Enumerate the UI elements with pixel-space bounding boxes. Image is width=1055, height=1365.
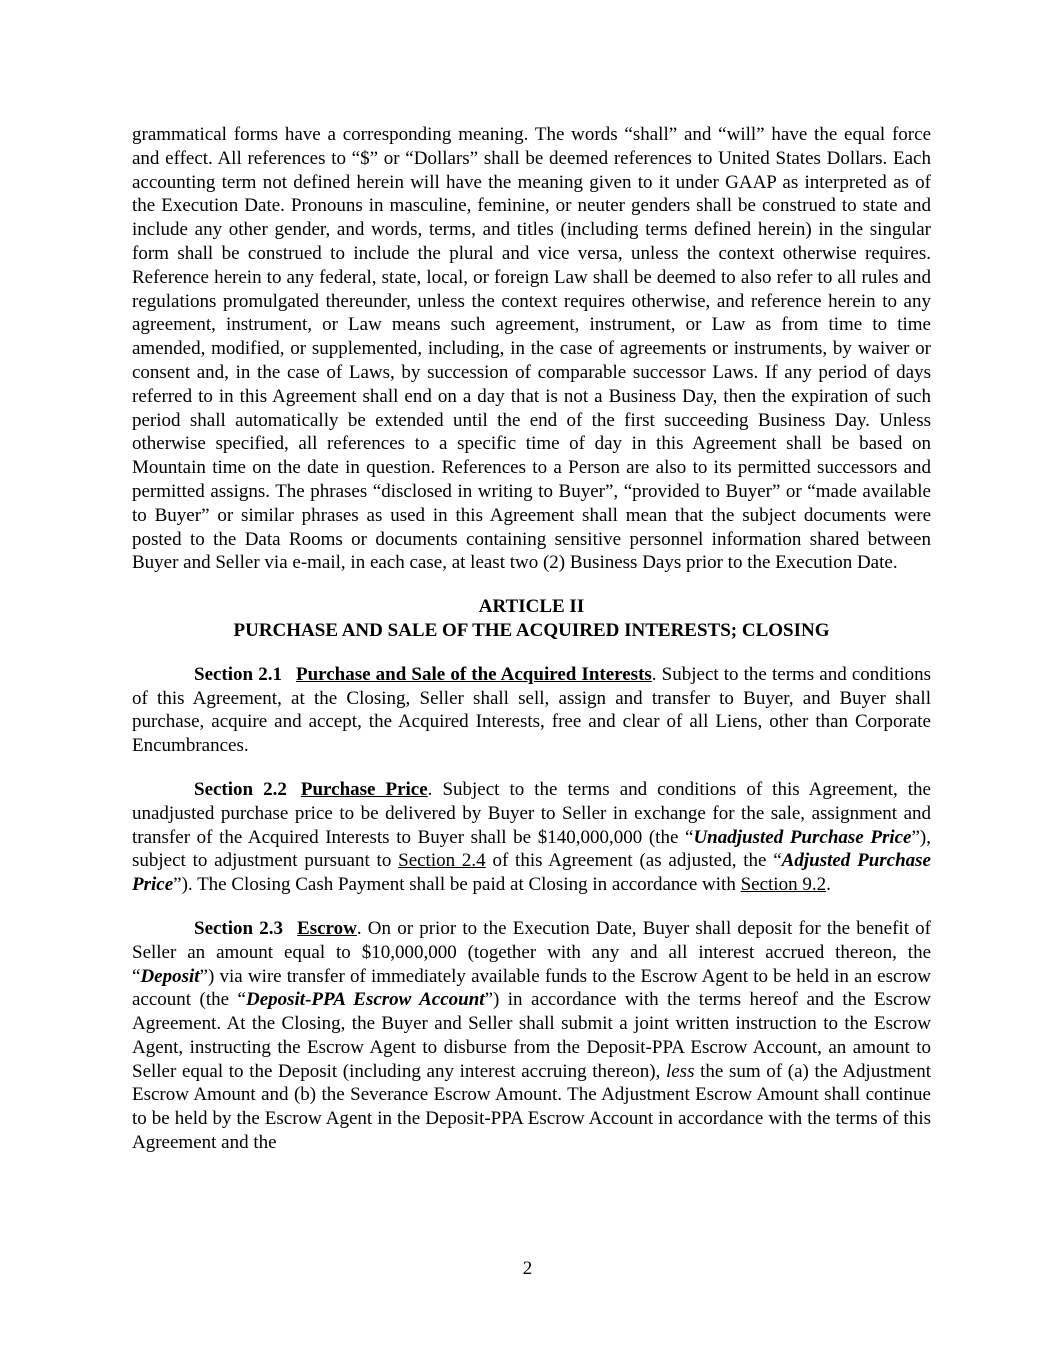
cross-reference-section-9-2[interactable]: Section 9.2 — [740, 874, 827, 896]
section-2-3-text-2: ”) via wire transfer of immediately available funds to the Escrow Agent to be held in an escrow account (the “ — [132, 965, 931, 1011]
section-2-3-text-3: ”) in accordance with the terms hereof and the Escrow Agreement. At the Closing, the Buyer and Seller shall submit a joint written instruction to the Escrow Agent, instructing the Escrow Agent to disburse from the Deposit-PPA Escrow Account, an amount to Seller equal to the Deposit (including any interest accruing thereon), — [132, 989, 931, 1082]
article-heading — [132, 595, 931, 643]
cross-reference-section-2-4[interactable]: Section 2.4 — [398, 850, 486, 872]
defined-term-adjusted-purchase-price: Adjusted Purchase Price — [132, 850, 931, 896]
emphasis-less: less — [665, 1060, 695, 1082]
section-2-1-body: . Subject to the terms and conditions of this Agreement, at the Closing, Seller shall sell, assign and transfer to Buyer, and Buyer shall purchase, acquire and accept, the Acquired Interests, free and clear of all Liens, other than Corporate Encumbrances. — [132, 663, 932, 757]
section-2-1 — [132, 663, 931, 758]
section-2-2-title: Purchase Price — [300, 778, 428, 800]
document-page — [132, 123, 931, 1155]
section-2-1-title: Purchase and Sale of the Acquired Interests — [295, 663, 652, 685]
intro-paragraph: grammatical forms have a corresponding meaning. The words “shall” and “will” have the equal force and effect. All references to “$” or “Dollars” shall be deemed references to United States Dollars. Each accounting term not defined herein will have the meaning given to it under GAAP as interpreted as of the Execution Date. Pronouns in masculine, feminine, or neuter genders shall be construed to state and include any other gender, and words, terms, and titles (including terms defined herein) in the singular form shall be construed to include the plural and vice versa, unless the context otherwise requires. Reference herein to any federal, state, local, or foreign Law shall be deemed to also refer to all rules and regulations promulgated thereunder, unless the context requires otherwise, and reference herein to any agreement, instrument, or Law means such agreement, instrument, or Law as from time to time amended, modified, or supplemented, including, in the case of agreements or instruments, by waiver or consent and, in the case of Laws, by succession of comparable successor Laws. If any period of days referred to in this Agreement shall end on a day that is not a Business Day, then the expiration of such period shall automatically be extended until the end of the first succeeding Business Day. Unless otherwise specified, all references to a specific time of day in this Agreement shall be based on Mountain time on the date in question. References to a Person are also to its permitted successors and permitted assigns. The phrases “disclosed in writing to Buyer”, “provided to Buyer” or “made available to Buyer” or similar phrases as used in this Agreement shall mean that the subject documents were posted to the Data Rooms or documents containing sensitive personnel information shared between Buyer and Seller via e-mail, in each case, at least two (2) Business Days prior to the Execution Date. — [132, 124, 931, 574]
section-2-3-text-4: the sum of (a) the Adjustment Escrow Amount and (b) the Severance Escrow Amount. The Adjustment Escrow Amount shall continue to be held by the Escrow Agent in the Deposit-PPA Escrow Account in accordance with the terms of this Agreement and the — [132, 1060, 931, 1154]
section-2-3-number: Section 2.3 — [194, 917, 284, 939]
article-title: PURCHASE AND SALE OF THE ACQUIRED INTERESTS; CLOSING — [233, 619, 830, 641]
section-2-3 — [132, 917, 931, 1155]
section-2-2 — [132, 778, 931, 897]
section-2-2-text-4: ”). The Closing Cash Payment shall be paid at Closing in accordance with — [173, 874, 741, 896]
section-2-2-text-3: of this Agreement (as adjusted, the “ — [485, 850, 782, 872]
defined-term-deposit-ppa-escrow-account: Deposit-PPA Escrow Account — [245, 989, 485, 1011]
section-2-2-text-5: . — [826, 874, 831, 896]
article-number: ARTICLE II — [478, 596, 585, 618]
section-2-2-number: Section 2.2 — [194, 778, 287, 800]
section-2-3-text-1: . On or prior to the Execution Date, Buyer shall deposit for the benefit of Seller an amount equal to $10,000,000 (together with any and all interest accrued thereon, the “ — [132, 917, 931, 987]
section-2-2-text-2: ”), subject to adjustment pursuant to — [132, 826, 931, 872]
section-2-3-title: Escrow — [297, 917, 357, 939]
section-2-1-number: Section 2.1 — [194, 663, 282, 685]
page-number: 2 — [522, 1258, 533, 1279]
section-2-2-text-1: . Subject to the terms and conditions of this Agreement, the unadjusted purchase price to be delivered by Buyer to Seller in exchange for the sale, assignment and transfer of the Acquired Interests to Buyer shall be $140,000,000 (the “ — [132, 778, 931, 848]
defined-term-deposit: Deposit — [140, 965, 200, 987]
defined-term-unadjusted-purchase-price: Unadjusted Purchase Price — [693, 826, 912, 848]
